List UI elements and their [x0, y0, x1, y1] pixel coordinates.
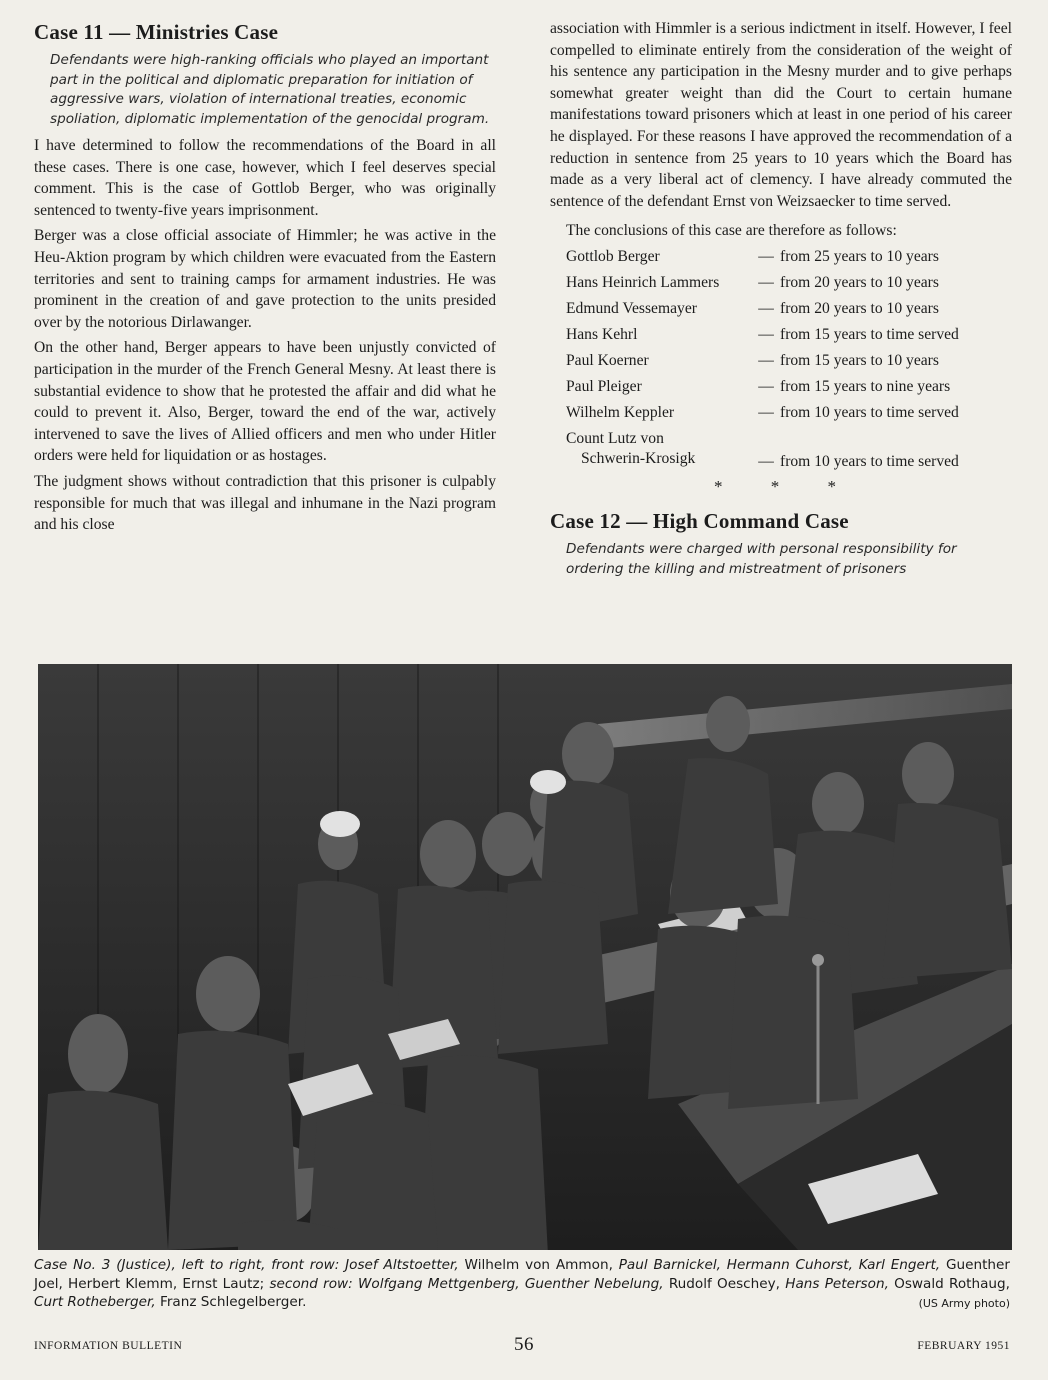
paragraph: The judgment shows without contradiction that this prisoner is culpably responsible for much that was illegal and inhumane in the Nazi program and his close — [34, 472, 496, 534]
sentence-term: from 20 years to 10 years — [780, 274, 939, 292]
caption-part: Hans Peterson, — [785, 1275, 895, 1292]
sentence-term: from 15 years to time served — [780, 326, 959, 344]
sentence-row — [566, 400, 1012, 426]
caption-part: Case No. 3 (Justice), left to right, front row: Josef Altstoetter, — [34, 1257, 465, 1273]
dash: — — [758, 404, 774, 422]
caption-part: Guenther Joel, Herbert Klemm, Ernst Lautz; — [34, 1257, 1010, 1292]
paragraph: On the other hand, Berger appears to have been unjustly convicted of participation in the murder of the French General Mesny. At least there is substantial evidence to show that he protested the affair and did what he could to prevent it. Also, Berger, toward the end of the war, actively intervened to save the lives of Allied officers and men who under Hitler orders were held for liquidation or as hostages. — [34, 339, 496, 465]
sentence-row — [566, 296, 1012, 322]
sentence-row — [566, 374, 1012, 400]
paragraph: I have determined to follow the recommendations of the Board in all these cases. There is one case, however, which I feel deserves special comment. This is the case of Gottlob Berger, who was originally sentenced to twenty-five years imprisonment. — [34, 137, 496, 219]
sentence-term: from 10 years to time served — [780, 404, 959, 422]
dash: — — [758, 274, 774, 292]
defendant-name: Edmund Vessemayer — [566, 300, 697, 318]
caption-part: Curt Rotheberger, — [34, 1294, 160, 1310]
left-column — [34, 20, 496, 540]
publication-name: INFORMATION BULLETIN — [34, 1340, 183, 1352]
case-12-heading: Case 12 — High Command Case — [550, 509, 849, 534]
sentence-row — [566, 322, 1012, 348]
courtroom-photo-illustration — [38, 664, 1012, 1250]
defendant-name-line2: Schwerin-Krosigk — [581, 450, 696, 468]
sentence-row — [566, 348, 1012, 374]
case-11-intro: Defendants were high-ranking officials who played an important part in the political and diplomatic preparation for initiation of aggressive wars, violation of international treaties, economic spoliation, diplomatic implementation of the genocidal program. — [50, 52, 490, 127]
dash: — — [758, 248, 774, 266]
case-11-heading: Case 11 — Ministries Case — [34, 20, 279, 44]
dash: — — [758, 352, 774, 370]
defendant-name-line1: Count Lutz von — [566, 430, 664, 448]
sentence-list — [566, 244, 1012, 475]
dash: — — [758, 453, 774, 471]
sentence-term: from 15 years to nine years — [780, 378, 951, 396]
dash: — — [758, 300, 774, 318]
section-divider-stars: * * * — [714, 477, 858, 497]
issue-date: FEBRUARY 1951 — [917, 1340, 1010, 1352]
defendant-name: Wilhelm Keppler — [566, 404, 675, 422]
defendant-name: Paul Koerner — [566, 352, 649, 370]
caption-part: Paul Barnickel, Hermann Cuhorst, Karl Engert, — [618, 1257, 946, 1273]
defendant-name: Hans Kehrl — [566, 326, 638, 344]
caption-part: Oswald Rothaug, — [894, 1275, 1011, 1292]
case-12-intro: Defendants were charged with personal responsibility for ordering the killing and mistreatment of prisoners — [566, 541, 957, 577]
caption-part: second row: Wolfgang Mettgenberg, Guenther Nebelung, — [269, 1275, 669, 1292]
caption-part: Franz Schlegelberger. — [159, 1294, 307, 1310]
caption-part: Wilhelm von Ammon, — [464, 1257, 619, 1273]
caption-part: Rudolf Oeschey, — [668, 1275, 786, 1292]
sentence-row — [566, 270, 1012, 296]
courtroom-photo — [38, 664, 1012, 1250]
dash: — — [758, 378, 774, 396]
sentence-row — [566, 244, 1012, 270]
conclusions-intro: The conclusions of this case are therefore as follows: — [566, 222, 897, 240]
sentence-term: from 25 years to 10 years — [780, 248, 939, 266]
sentence-term: from 15 years to 10 years — [780, 352, 939, 370]
sentence-row — [566, 426, 1012, 475]
dash: — — [758, 326, 774, 344]
defendant-name: Gottlob Berger — [566, 248, 660, 266]
paragraph: Berger was a close official associate of Himmler; he was active in the Heu-Aktion program by which children were evacuated from the Eastern territories and sent to training camps for armament industries. He was prominent in the creation of and gave protection to the units presided over by the notorious Dirlawanger. — [34, 227, 496, 331]
sentence-term: from 20 years to 10 years — [780, 300, 939, 318]
paragraph: association with Himmler is a serious indictment in itself. However, I feel compelled to eliminate entirely from the consideration of the weight of his sentence any participation in the Mesny murder and to give perhaps somewhat greater weight than did the Court to certain humane manifestations toward prisoners which at least in one period of his career he displayed. For these reasons I have approved the recommendation of a reduction in sentence from 25 years to 10 years which the Board has made as a very liberal act of clemency. I have already commuted the sentence of the defendant Ernst von Weizsaecker to time served. — [550, 20, 1012, 210]
photo-caption — [34, 1256, 1010, 1314]
page-number: 56 — [514, 1334, 534, 1355]
sentence-term: from 10 years to time served — [780, 453, 959, 471]
defendant-name: Paul Pleiger — [566, 378, 642, 396]
photo-credit: (US Army photo) — [918, 1297, 1010, 1310]
defendant-name: Hans Heinrich Lammers — [566, 274, 720, 292]
defendant-name — [566, 426, 752, 475]
right-column — [550, 18, 1012, 585]
